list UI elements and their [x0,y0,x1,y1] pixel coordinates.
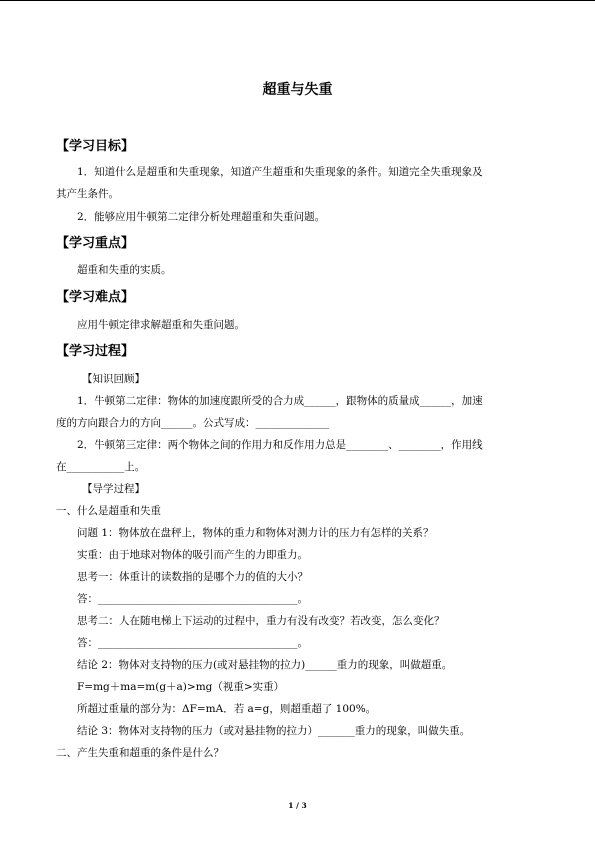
difficulty-text: 应用牛顿定律求解超重和失重问题。 [77,319,245,331]
guide-heading: 【导学过程】 [82,483,145,495]
review-line-4: 在___________上。 [56,461,146,473]
page-number: 1 / 3 [288,801,307,810]
review-line-3: 2．牛顿第三定律：两个物体之间的作用力和反作用力总是________、________，作用线 [77,439,483,451]
section-difficulties-heading: 【学习难点】 [56,290,135,305]
conclusion-3: 结论 3：物体对支持物的压力（或对悬挂物的拉力）_______重力的现象，叫做失重。 [77,725,471,737]
answer-1: 答：______________________________________。 [77,593,308,605]
section-process-heading: 【学习过程】 [56,344,135,359]
overweight-formula: F=mg＋ma=m(g＋a)>mg（视重>实重） [77,681,285,693]
guide-part-1: 一、什么是超重和失重 [56,505,161,517]
page-title: 超重与失重 [262,82,333,98]
review-heading: 【知识回顾】 [82,373,145,385]
real-weight-definition: 实重：由于地球对物体的吸引而产生的力即重力。 [77,549,308,561]
key-point-text: 超重和失重的实质。 [77,264,172,276]
answer-2: 答：______________________________________。 [77,637,308,649]
section-key-points-heading: 【学习重点】 [56,236,135,251]
review-line-2: 度的方向跟合力的方向______。公式写成：______________ [56,417,329,429]
objective-1-line-2: 其产生条件。 [56,188,119,200]
excess-weight: 所超过重量的部分为：ΔF=mA．若 a=g，则超重超了 100%。 [77,703,377,715]
question-1: 问题 1：物体放在盘秤上，物体的重力和物体对测力计的压力有怎样的关系？ [77,527,434,539]
objective-1-line-1: 1．知道什么是超重和失重现象，知道产生超重和失重现象的条件。知道完全失重现象及 [77,166,483,178]
objective-2: 2．能够应用牛顿第二定律分析处理超重和失重问题。 [77,211,326,223]
think-1: 思考一：体重计的读数指的是哪个力的值的大小？ [77,571,308,583]
top-rule [0,0,595,1]
conclusion-2: 结论 2：物体对支持物的压力(或对悬挂物的拉力)______重力的现象，叫做超重。 [77,659,453,671]
guide-part-2: 二、产生失重和超重的条件是什么？ [56,747,224,759]
section-objectives-heading: 【学习目标】 [56,139,135,154]
review-line-1: 1．牛顿第二定律：物体的加速度跟所受的合力成______，跟物体的质量成______，加速 [77,395,483,407]
think-2: 思考二：人在随电梯上下运动的过程中，重力有没有改变？若改变，怎么变化？ [77,615,445,627]
